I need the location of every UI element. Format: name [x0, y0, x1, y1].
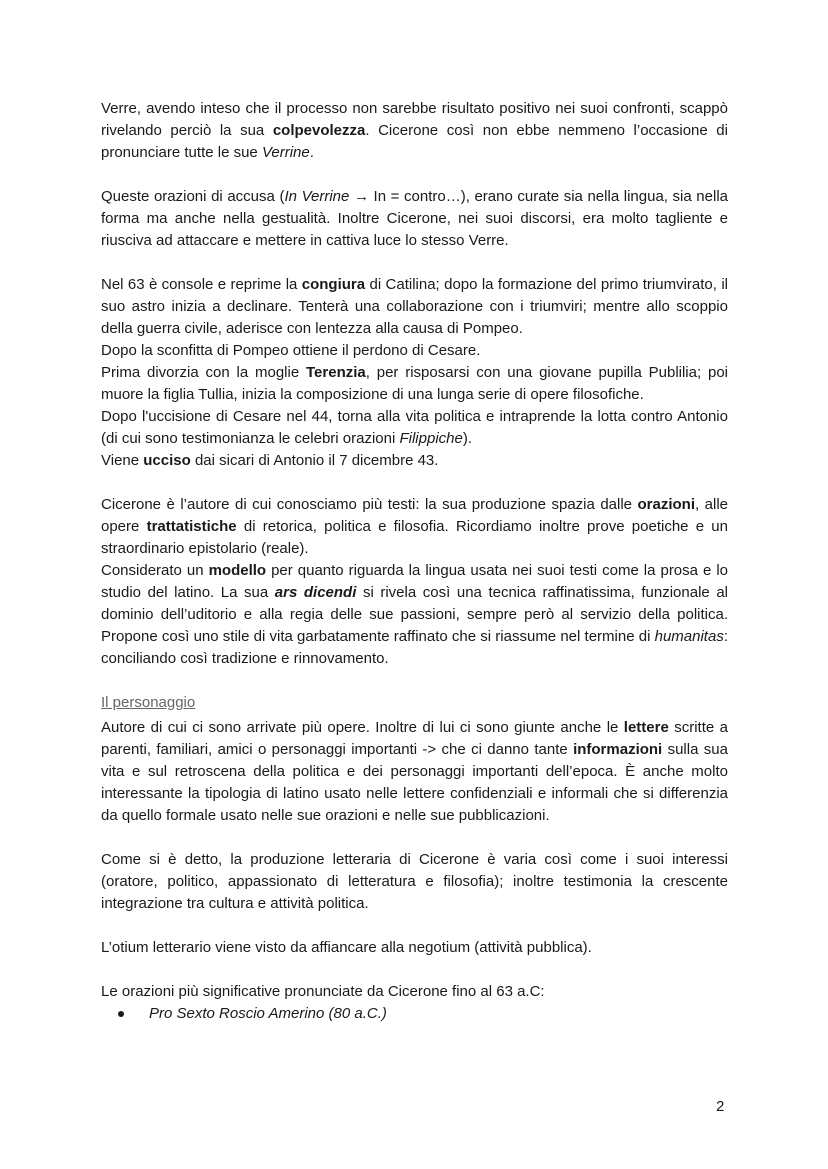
emphasized-text: colpevolezza	[272, 122, 366, 139]
paragraph	[101, 849, 728, 915]
paragraph	[101, 717, 728, 827]
text-run: sulla sua vita e sul retroscena della politica e dei personaggi importanti dell’epoca. È anche molto interessante la tipologia di latino usato nelle lettere confidenziali e informali che si differenzia da quello formale usato nelle sue orazioni e nelle sue pubblicazioni.	[101, 741, 728, 824]
text-run: , per risposarsi con una giovane pupilla Publilia; poi muore la figlia Tullia, inizia la composizione di una lunga serie di opere filosofiche.	[101, 364, 728, 403]
emphasized-text: trattatistiche	[146, 518, 237, 535]
paragraph	[101, 406, 728, 450]
page-number: 2	[716, 1098, 725, 1115]
emphasized-text: Filippiche	[399, 430, 463, 447]
paragraph	[101, 937, 728, 959]
text-run: → In = contro…), erano curate sia nella lingua, sia nella forma ma anche nella gestualità. Inoltre Cicerone, nei suoi discorsi, era molto tagliente e riusciva ad attaccare e mettere in cattiva luce lo stesso Verre.	[101, 188, 729, 249]
emphasized-text: congiura	[301, 276, 366, 293]
paragraph	[101, 450, 728, 472]
paragraph	[101, 274, 728, 340]
text-run: scritte a parenti, familiari, amici o personaggi importanti -> che ci danno tante	[101, 719, 728, 758]
text-run: Prima divorzia con la moglie	[101, 364, 306, 381]
text-run: si rivela così una tecnica raffinatissima, funzionale al dominio dell’uditorio e alla regia delle sue passioni, sempre però al servizio della politica. Propone così uno stile di vita garbatamente raffinato che si riassume nel termine di	[101, 584, 728, 645]
text-run: Cicerone è l’autore di cui conosciamo più testi: la sua produzione spazia dalle	[101, 496, 638, 513]
section-biography	[101, 98, 728, 670]
list-item: Pro Sexto Roscio Amerino (80 a.C.)	[101, 1003, 728, 1025]
text-run: .	[309, 144, 314, 161]
text-run: ).	[462, 430, 473, 447]
text-run: Verre, avendo inteso che il processo non sarebbe risultato positivo nei suoi confronti, scappò rivelando perciò la sua	[101, 100, 728, 139]
paragraph	[101, 98, 728, 164]
emphasized-text: ars dicendi	[274, 584, 357, 601]
text-run: Autore di cui ci sono arrivate più opere. Inoltre di lui ci sono giunte anche le	[101, 719, 624, 736]
paragraph	[101, 494, 728, 560]
bullet-list	[101, 1003, 728, 1025]
text-run: Considerato un	[101, 562, 209, 579]
emphasized-text: modello	[208, 562, 267, 579]
emphasized-text: humanitas	[654, 628, 724, 645]
emphasized-text: orazioni	[637, 496, 695, 513]
emphasized-text: informazioni	[573, 741, 663, 758]
emphasized-text: Verrine	[261, 144, 310, 161]
document-body	[101, 98, 728, 1025]
text-run: Dopo la sconfitta di Pompeo ottiene il perdono di Cesare.	[101, 342, 481, 359]
emphasized-text: ucciso	[143, 452, 191, 469]
text-run: Dopo l'uccisione di Cesare nel 44, torna alla vita politica e intraprende la lotta contro Antonio (di cui sono testimonianza le celebri orazioni	[101, 408, 728, 447]
emphasized-text: In Verrine	[284, 188, 350, 205]
paragraph	[101, 186, 728, 252]
text-run: Come si è detto, la produzione letteraria di Cicerone è varia così come i suoi interessi (oratore, politico, appassionato di letteratura e filosofia); inoltre testimonia la crescente integrazione tra cultura e attività politica.	[101, 851, 728, 912]
emphasized-text: Terenzia	[306, 364, 366, 381]
paragraph	[101, 560, 728, 670]
paragraph	[101, 340, 728, 362]
text-run: di Catilina; dopo la formazione del primo triumvirato, il suo astro inizia a declinare. Tenterà una collaborazione con i triumviri; mentre allo scoppio della guerra civile, aderisce con lentezza alla causa di Pompeo.	[101, 276, 728, 337]
emphasized-text: lettere	[623, 719, 669, 736]
text-run: Le orazioni più significative pronunciate da Cicerone fino al 63 a.C:	[101, 983, 545, 1000]
text-run: per quanto riguarda la lingua usata nei suoi testi come la prosa e lo studio del latino. La sua	[101, 562, 729, 601]
text-run: . Cicerone così non ebbe nemmeno l’occasione di pronunciare tutte le sue	[101, 122, 728, 161]
section-personaggio	[101, 717, 728, 1003]
text-run: L’otium letterario viene visto da affiancare alla negotium (attività pubblica).	[101, 939, 592, 956]
paragraph	[101, 981, 728, 1003]
text-run: di retorica, politica e filosofia. Ricordiamo inoltre prove poetiche e un straordinario epistolario (reale).	[101, 518, 728, 557]
text-run: Viene	[101, 452, 144, 469]
text-run: , alle opere	[101, 496, 728, 535]
text-run: Nel 63 è console e reprime la	[101, 276, 302, 293]
paragraph	[101, 362, 728, 406]
text-run: : conciliando così tradizione e rinnovamento.	[101, 628, 728, 667]
text-run: Queste orazioni di accusa (	[101, 188, 285, 205]
text-run: dai sicari di Antonio il 7 dicembre 43.	[190, 452, 439, 469]
section-heading: Il personaggio	[101, 694, 196, 711]
